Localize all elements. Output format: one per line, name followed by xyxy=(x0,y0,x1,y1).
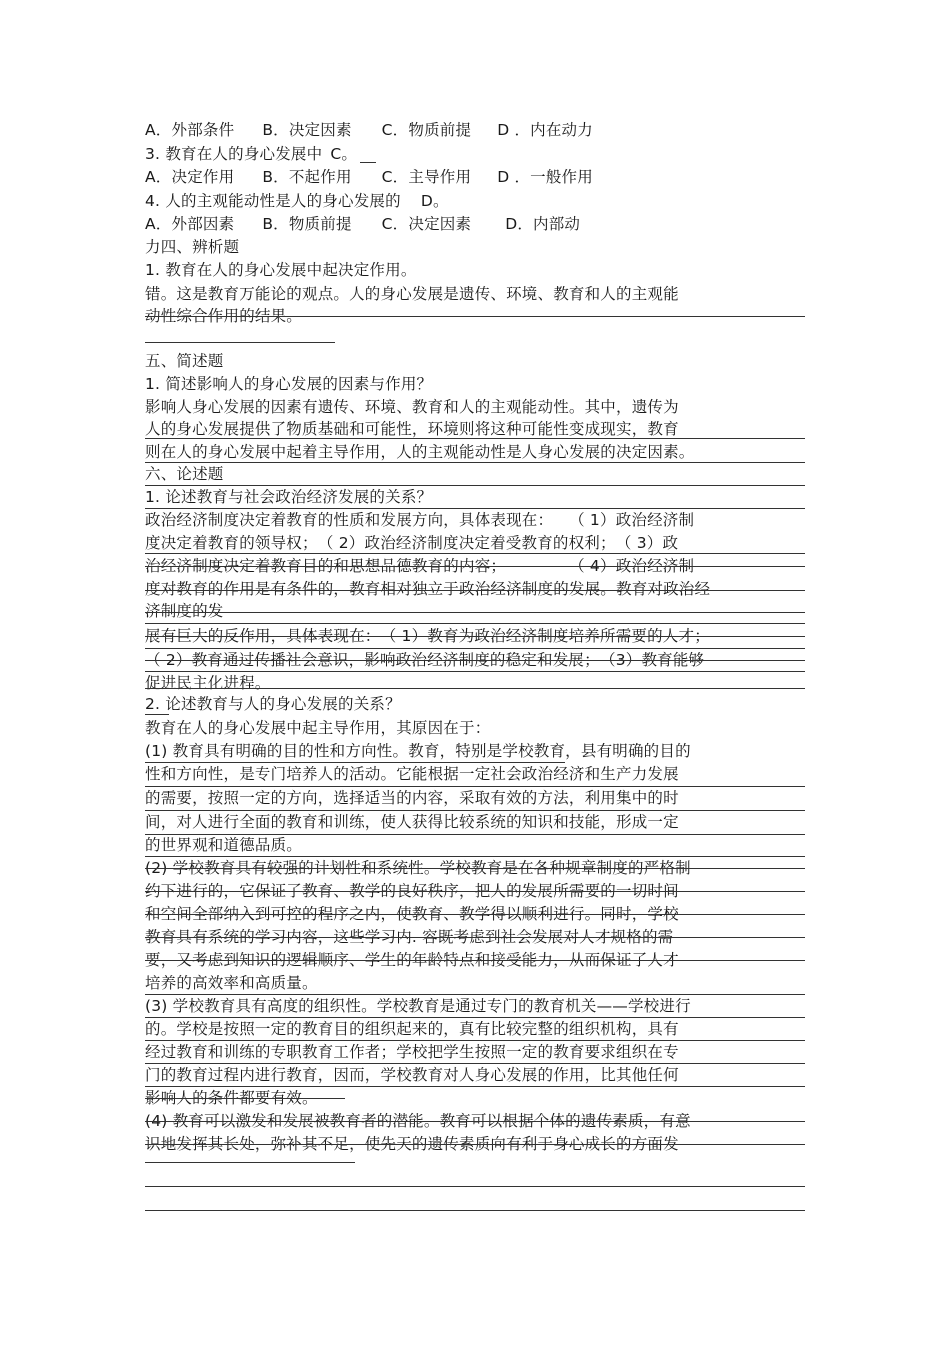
q-number-underline xyxy=(145,714,169,715)
rule-line xyxy=(145,462,805,463)
s6-answer2-line-1: 教育在人的身心发展中起主导作用，其原因在于： xyxy=(145,719,491,737)
rule-line xyxy=(145,688,805,689)
strike-line xyxy=(145,914,805,915)
q4-stem-end: 。 xyxy=(432,192,449,210)
rule-line xyxy=(145,553,805,554)
s4-answer-line-2: 动性综合作用的结果。 xyxy=(145,307,303,325)
s6-answer2-line-3: 性和方向性，是专门培养人的活动。它能根据一定社会政治经济和生产力发展 xyxy=(145,765,679,783)
rule-line xyxy=(145,786,805,787)
blank-rule-line xyxy=(145,1210,805,1211)
q3-option-c: C．主导作用 xyxy=(381,168,472,186)
rule-line xyxy=(145,856,805,857)
rule-line xyxy=(145,994,805,995)
q4-option-a: A．外部因素 xyxy=(145,215,235,233)
s6-answer2-line-18: (4) 教育可以激发和发展被教育者的潜能。教育可以根据个体的遗传素质，有意 xyxy=(145,1112,691,1130)
s6-question-1: 1. 论述教育与社会政治经济发展的关系？ xyxy=(145,488,433,506)
s6-answer2-line-7: (2) 学校教育具有较强的计划性和系统性。学校教育是在各种规章制度的严格制 xyxy=(145,859,691,877)
s6-answer2-line-4: 的需要，按照一定的方向，选择适当的内容，采取有效的方法，利用集中的时 xyxy=(145,789,679,807)
rule-line xyxy=(145,1063,805,1064)
s6-answer1-line-6: 展有巨大的反作用，具体表现在： （ 1）教育为政治经济制度培养所需要的人才； xyxy=(145,627,710,645)
rule-line xyxy=(145,438,805,439)
rule-line xyxy=(145,671,805,672)
s6-answer1-line-5: 济制度的发 xyxy=(145,602,224,620)
rule-line xyxy=(145,1017,805,1018)
q3-stem xyxy=(145,144,357,164)
strike-line xyxy=(145,960,805,961)
rule-line xyxy=(145,762,565,763)
s6-answer1-line-4: 度对教育的作用是有条件的，教育相对独立于政治经济制度的发展。教育对政治经 xyxy=(145,580,711,598)
q4-option-d: D．内部动 xyxy=(505,215,581,233)
q3-options-row xyxy=(145,167,593,187)
s4-question-1: 1. 教育在人的身心发展中起决定作用。 xyxy=(145,261,417,279)
s6-answer2-line-16: 门的教育过程内进行教育，因而，学校教育对人身心发展的作用，比其他任何 xyxy=(145,1066,679,1084)
rule-line xyxy=(145,1040,805,1041)
s6-answer2-line-19: 识地发挥其长处，弥补其不足，使先天的遗传素质向有利于身心成长的方面发 xyxy=(145,1135,679,1153)
s6-answer1-line-3: 治经济制度决定着教育目的和思想品德教育的内容； （ 4）政治经济制 xyxy=(145,557,695,575)
s6-answer1-line-1: 政治经济制度决定着教育的性质和发展方向，具体表现在： （ 1）政治经济制 xyxy=(145,511,695,529)
q3-answer-underline xyxy=(360,162,376,163)
strike-line xyxy=(145,566,805,567)
s4-answer-line-1: 错。这是教育万能论的观点。人的身心发展是遗传、环境、教育和人的主观能 xyxy=(145,285,679,303)
q3-option-a: A．决定作用 xyxy=(145,168,235,186)
s6-answer2-line-5: 间，对人进行全面的教育和训练，使人获得比较系统的知识和技能，形成一定 xyxy=(145,813,679,831)
s6-answer2-line-12: 培养的高效率和高质量。 xyxy=(145,974,318,992)
rule-line xyxy=(145,648,805,649)
q3-stem-text: 3. 教育在人的身心发展中 xyxy=(145,145,323,163)
s5-answer-line-3: 则在人的身心发展中起着主导作用，人的主观能动性是人身心发展的决定因素。 xyxy=(145,443,695,461)
s6-answer2-line-15: 经过教育和训练的专职教育工作者；学校把学生按照一定的教育要求组织在专 xyxy=(145,1043,679,1061)
s6-answer1-line-8: 促进民主化进程。 xyxy=(145,674,271,692)
q4-options-row xyxy=(145,214,580,234)
s6-answer2-line-13: (3) 学校教育具有高度的组织性。学校教育是通过专门的教育机关——学校进行 xyxy=(145,997,691,1015)
q3-answer: C xyxy=(330,145,342,163)
strike-line xyxy=(145,868,805,869)
rule-line xyxy=(145,1086,805,1087)
q4-option-c: C．决定因素 xyxy=(381,215,472,233)
s6-answer2-line-9: 和空间全部纳入到可控的程序之内，使教育、教学得以顺利进行。同时，学校 xyxy=(145,905,679,923)
rule-line xyxy=(145,810,805,811)
s6-answer2-line-17: 影响人的条件都要有效。 xyxy=(145,1089,318,1107)
strike-line xyxy=(145,636,805,637)
separator-line xyxy=(145,1162,355,1163)
q2-option-d: D ．内在动力 xyxy=(497,121,593,139)
s5-question-1: 1. 简述影响人的身心发展的因素与作用？ xyxy=(145,375,433,393)
strike-line xyxy=(145,1144,805,1145)
strike-line xyxy=(145,660,805,661)
s6-answer2-line-10: 教育具有系统的学习内容，这些学习内. 容既考虑到社会发展对人才规格的需 xyxy=(145,928,674,946)
separator-line xyxy=(145,342,335,343)
q4-stem-text: 4. 人的主观能动性是人的身心发展的 xyxy=(145,192,401,210)
strike-line xyxy=(145,612,805,613)
section6-heading: 六、论述题 xyxy=(145,465,224,483)
q2-option-b: B．决定因素 xyxy=(262,121,352,139)
rule-line xyxy=(145,485,805,486)
rule-line xyxy=(145,623,805,624)
q3-option-d: D ．一般作用 xyxy=(497,168,593,186)
q4-option-b: B．物质前提 xyxy=(262,215,352,233)
q4-answer: D xyxy=(420,192,433,210)
s6-answer2-line-11: 要，又考虑到知识的逻辑顺序、学生的年龄特点和接受能力，从而保证了人才 xyxy=(145,951,679,969)
q3-option-b: B．不起作用 xyxy=(262,168,352,186)
q2-options-row xyxy=(145,120,593,140)
s6-answer2-line-8: 约下进行的，它保证了教育、教学的良好秩序，把人的发展所需要的一切时间 xyxy=(145,882,679,900)
q3-stem-end: 。 xyxy=(341,145,358,163)
strike-line xyxy=(145,1121,805,1122)
section5-heading: 五、简述题 xyxy=(145,352,224,370)
s6-answer1-line-7: （ 2）教育通过传播社会意识，影响政治经济制度的稳定和发展； （3）教育能够 xyxy=(145,651,705,669)
strike-line xyxy=(145,891,805,892)
s6-answer2-line-14: 的。学校是按照一定的教育目的组织起来的，真有比较完整的组织机构，具有 xyxy=(145,1020,679,1038)
s5-answer-line-1: 影响人身心发展的因素有遗传、环境、教育和人的主观能动性。其中，遗传为 xyxy=(145,398,679,416)
s6-question-2: 2. 论述教育与人的身心发展的关系？ xyxy=(145,695,401,713)
strike-line xyxy=(145,590,805,591)
s6-answer2-line-6: 的世界观和道德品质。 xyxy=(145,836,303,854)
rule-line xyxy=(145,508,805,509)
strike-line xyxy=(145,1098,345,1099)
s6-answer1-line-2: 度决定着教育的领导权； （ 2）政治经济制度决定着受教育的权利； （ 3）政 xyxy=(145,534,679,552)
section4-heading: 力四、辨析题 xyxy=(145,238,240,256)
blank-rule-line xyxy=(145,1186,805,1187)
q4-stem xyxy=(145,191,449,211)
strike-line xyxy=(145,937,805,938)
s5-answer-line-2: 人的身心发展提供了物质基础和可能性，环境则将这种可能性变成现实，教育 xyxy=(145,420,679,438)
s6-answer2-line-2: (1) 教育具有明确的目的性和方向性。教育，特别是学校教育，县有明确的目的 xyxy=(145,742,691,760)
strike-line xyxy=(145,316,805,317)
q2-option-a: A．外部条件 xyxy=(145,121,235,139)
q2-option-c: C．物质前提 xyxy=(381,121,472,139)
